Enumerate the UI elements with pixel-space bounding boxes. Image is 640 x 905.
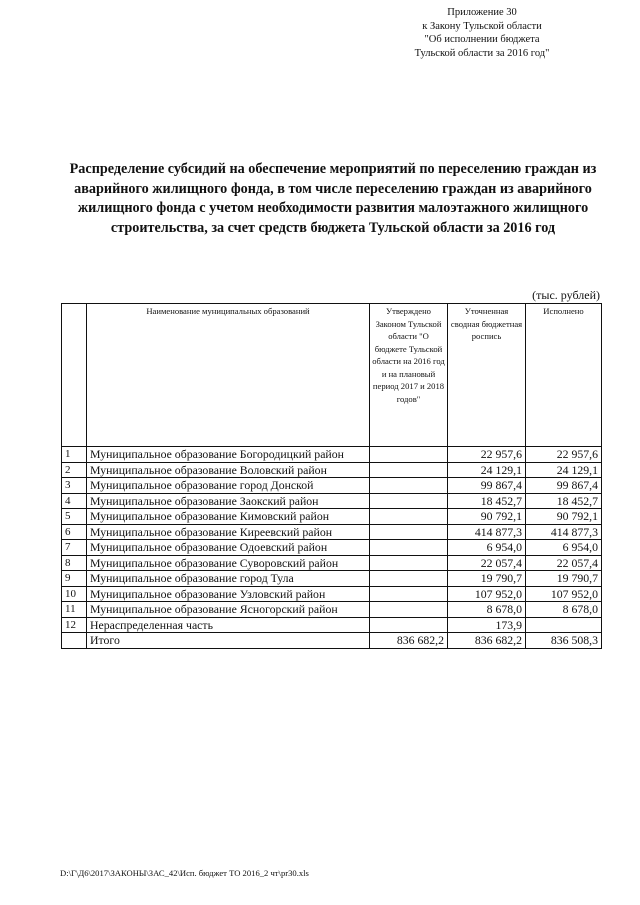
row-num: 5 <box>62 509 87 525</box>
header-executed: Исполнено <box>526 304 602 447</box>
row-name: Нераспределенная часть <box>87 617 370 633</box>
table-row <box>62 571 602 587</box>
row-executed: 18 452,7 <box>526 493 602 509</box>
total-approved: 836 682,2 <box>370 633 448 649</box>
row-approved <box>370 478 448 494</box>
row-revised: 19 790,7 <box>448 571 526 587</box>
table-row <box>62 447 602 463</box>
total-revised: 836 682,2 <box>448 633 526 649</box>
row-executed: 22 057,4 <box>526 555 602 571</box>
table-row <box>62 540 602 556</box>
row-approved <box>370 493 448 509</box>
row-name: Муниципальное образование Одоевский район <box>87 540 370 556</box>
row-approved <box>370 509 448 525</box>
total-executed: 836 508,3 <box>526 633 602 649</box>
row-revised: 8 678,0 <box>448 602 526 618</box>
appendix-line-1: Приложение 30 <box>447 7 517 18</box>
row-revised: 173,9 <box>448 617 526 633</box>
row-approved <box>370 555 448 571</box>
row-name: Муниципальное образование Воловский район <box>87 462 370 478</box>
row-approved <box>370 602 448 618</box>
table-row <box>62 478 602 494</box>
row-num: 6 <box>62 524 87 540</box>
row-revised: 90 792,1 <box>448 509 526 525</box>
row-name: Муниципальное образование Киреевский район <box>87 524 370 540</box>
header-revised: Уточненная сводная бюджетная роспись <box>448 304 526 447</box>
appendix-block <box>408 6 556 60</box>
appendix-line-4: Тульской области за 2016 год" <box>414 47 550 59</box>
row-approved <box>370 540 448 556</box>
row-executed: 8 678,0 <box>526 602 602 618</box>
row-approved <box>370 571 448 587</box>
row-name: Муниципальное образование Суворовский район <box>87 555 370 571</box>
row-num: 1 <box>62 447 87 463</box>
units-label: (тыс. рублей) <box>532 288 600 302</box>
row-approved <box>370 617 448 633</box>
table-row <box>62 509 602 525</box>
header-num <box>62 304 87 447</box>
appendix-line-2: к Закону Тульской области <box>422 20 542 32</box>
row-name: Муниципальное образование город Донской <box>87 478 370 494</box>
row-num: 11 <box>62 602 87 618</box>
row-executed: 90 792,1 <box>526 509 602 525</box>
row-revised: 99 867,4 <box>448 478 526 494</box>
total-name: Итого <box>87 633 370 649</box>
row-revised: 414 877,3 <box>448 524 526 540</box>
row-approved <box>370 586 448 602</box>
row-executed: 99 867,4 <box>526 478 602 494</box>
table-row <box>62 462 602 478</box>
table-row <box>62 617 602 633</box>
row-revised: 22 957,6 <box>448 447 526 463</box>
table-header-row <box>62 304 602 447</box>
table-row <box>62 602 602 618</box>
row-revised: 18 452,7 <box>448 493 526 509</box>
row-num: 12 <box>62 617 87 633</box>
row-executed: 24 129,1 <box>526 462 602 478</box>
row-executed: 19 790,7 <box>526 571 602 587</box>
row-num: 3 <box>62 478 87 494</box>
appendix-line-3: "Об исполнении бюджета <box>424 34 540 45</box>
row-executed: 414 877,3 <box>526 524 602 540</box>
header-name: Наименование муниципальных образований <box>87 304 370 447</box>
row-executed <box>526 617 602 633</box>
table-row <box>62 555 602 571</box>
row-executed: 107 952,0 <box>526 586 602 602</box>
row-executed: 6 954,0 <box>526 540 602 556</box>
table-row <box>62 586 602 602</box>
table-row <box>62 493 602 509</box>
row-revised: 6 954,0 <box>448 540 526 556</box>
row-num: 2 <box>62 462 87 478</box>
row-name: Муниципальное образование Богородицкий район <box>87 447 370 463</box>
row-num: 9 <box>62 571 87 587</box>
total-num <box>62 633 87 649</box>
file-path-footer: D:\Г\Д6\2017\ЗАКОНЫ\ЗАС_42\Исп. бюджет ТО 2016_2 чт\pr30.xls <box>60 868 309 878</box>
table-total-row <box>62 633 602 649</box>
row-revised: 24 129,1 <box>448 462 526 478</box>
row-num: 4 <box>62 493 87 509</box>
row-name: Муниципальное образование Узловский район <box>87 586 370 602</box>
row-num: 10 <box>62 586 87 602</box>
table-row <box>62 524 602 540</box>
document-title: Распределение субсидий на обеспечение мероприятий по переселению граждан из аварийного жилищного фонда, в том числе переселению граждан из аварийного жилищного фонда с учетом необходимости развития малоэтажного жилищного строительства, за счет средств бюджета Тульской области за 2016 год <box>69 161 597 236</box>
row-approved <box>370 447 448 463</box>
row-name: Муниципальное образование город Тула <box>87 571 370 587</box>
row-num: 7 <box>62 540 87 556</box>
row-revised: 107 952,0 <box>448 586 526 602</box>
row-name: Муниципальное образование Заокский район <box>87 493 370 509</box>
header-approved: Утверждено Законом Тульской области "О бюджете Тульской области на 2016 год и на плановый период 2017 и 2018 годов" <box>370 304 448 447</box>
row-revised: 22 057,4 <box>448 555 526 571</box>
row-name: Муниципальное образование Кимовский район <box>87 509 370 525</box>
row-num: 8 <box>62 555 87 571</box>
row-executed: 22 957,6 <box>526 447 602 463</box>
row-name: Муниципальное образование Ясногорский район <box>87 602 370 618</box>
subsidy-table <box>61 303 602 649</box>
row-approved <box>370 462 448 478</box>
row-approved <box>370 524 448 540</box>
